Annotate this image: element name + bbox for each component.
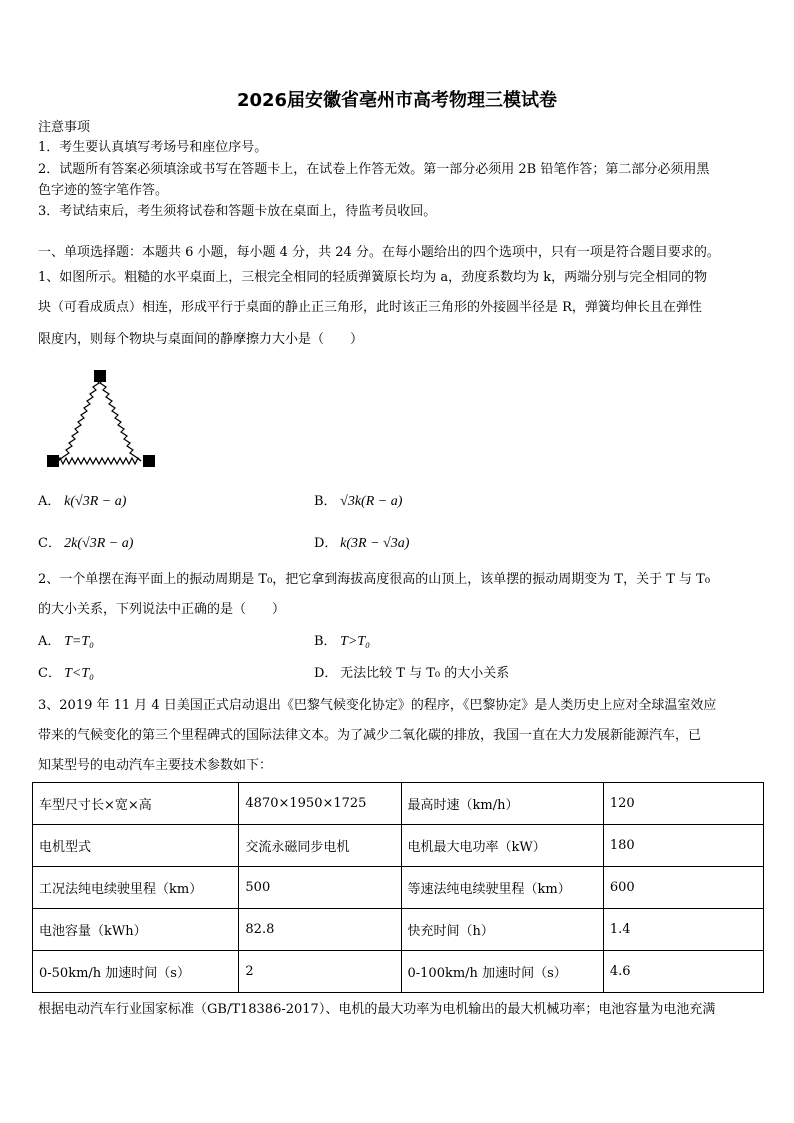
question-3-line: 3、2019 年 11 月 4 日美国正式启动退出《巴黎气候变化协定》的程序，《巴黎协定》是人类历史上应对全球温室效应	[38, 698, 717, 713]
option-label: C．	[38, 536, 61, 551]
table-cell: 最高时速（km/h）	[401, 783, 603, 825]
table-cell: 工况法纯电续驶里程（km）	[33, 867, 239, 909]
option-text: T=T₀	[64, 634, 95, 649]
notice-item: 色字迹的签字笔作答。	[38, 183, 169, 198]
option-text: T<T₀	[64, 666, 95, 681]
page-title: 2026届安徽省亳州市高考物理三模试卷	[236, 90, 558, 111]
block-right	[143, 455, 155, 467]
table-cell: 500	[239, 867, 401, 909]
table-row	[33, 951, 764, 993]
option-label: D．	[314, 666, 338, 681]
question-3-line: 知某型号的电动汽车主要技术参数如下：	[38, 758, 273, 773]
table-cell: 0-50km/h 加速时间（s）	[33, 951, 239, 993]
notice-heading: 注意事项	[38, 120, 91, 135]
block-left	[47, 455, 59, 467]
q1-option-d	[314, 534, 409, 554]
q1-option-b	[314, 492, 402, 512]
table-cell: 180	[603, 825, 763, 867]
notice-item: 1．考生要认真填写考场号和座位序号。	[38, 140, 268, 155]
spring-left	[58, 378, 99, 461]
option-label: D．	[314, 536, 338, 551]
question-1-line: 限度内，则每个物块与桌面间的静摩擦力大小是（ ）	[38, 332, 364, 347]
table-cell: 4.6	[603, 951, 763, 993]
table-cell: 600	[603, 867, 763, 909]
table-cell: 0-100km/h 加速时间（s）	[401, 951, 603, 993]
table-cell: 82.8	[239, 909, 401, 951]
table-cell: 2	[239, 951, 401, 993]
table-cell: 交流永磁同步电机	[239, 825, 401, 867]
table-row	[33, 783, 764, 825]
q2-option-a	[38, 632, 94, 652]
spring-bottom	[58, 458, 141, 464]
table-cell: 120	[603, 783, 763, 825]
q2-option-b	[314, 632, 370, 652]
table-cell: 1.4	[603, 909, 763, 951]
option-label: B．	[314, 634, 337, 649]
question-1-line: 1、如图所示。粗糙的水平桌面上，三根完全相同的轻质弹簧原长均为 a，劲度系数均为 k，两端分别与完全相同的物	[38, 270, 708, 285]
q1-option-c	[38, 534, 133, 554]
table-row	[33, 825, 764, 867]
option-formula: 2k(√3R − a)	[64, 536, 134, 551]
table-cell: 电池容量（kWh）	[33, 909, 239, 951]
q2-option-c	[38, 664, 94, 684]
option-label: C．	[38, 666, 61, 681]
spring-triangle-figure	[44, 366, 160, 470]
q1-option-a	[38, 492, 126, 512]
option-formula: k(3R − √3a)	[340, 536, 410, 551]
table-row	[33, 867, 764, 909]
question-3-line: 带来的气候变化的第三个里程碑式的国际法律文本。为了减少二氧化碳的排放，我国一直在大力发展新能源汽车，已	[38, 728, 702, 743]
spring-right	[100, 378, 141, 461]
table-row	[33, 909, 764, 951]
option-label: B．	[314, 494, 337, 509]
block-top	[94, 370, 106, 382]
table-cell: 快充时间（h）	[401, 909, 603, 951]
table-cell: 电机最大电功率（kW）	[401, 825, 603, 867]
question-3-continuation: 根据电动汽车行业国家标准（GB/T18386-2017）、电机的最大功率为电机输出的最大机械功率；电池容量为电池充满	[38, 1002, 716, 1017]
question-1-line: 块（可看成质点）相连，形成平行于桌面的静止正三角形，此时该正三角形的外接圆半径是 R，弹簧均伸长且在弹性	[38, 300, 702, 315]
table-cell: 等速法纯电续驶里程（km）	[401, 867, 603, 909]
question-2-line: 2、一个单摆在海平面上的振动周期是 T₀，把它拿到海拔高度很高的山顶上，该单摆的振动周期变为 T，关于 T 与 T₀	[38, 572, 711, 587]
table-cell: 4870×1950×1725	[239, 783, 401, 825]
option-formula: k(√3R − a)	[64, 494, 127, 509]
ev-spec-table	[32, 782, 764, 993]
section-header: 一、单项选择题：本题共 6 小题，每小题 4 分，共 24 分。在每小题给出的四个选项中，只有一项是符合题目要求的。	[38, 245, 720, 260]
table-cell: 车型尺寸长×宽×高	[33, 783, 239, 825]
q2-option-d	[314, 664, 509, 684]
notice-item: 3．考试结束后，考生须将试卷和答题卡放在桌面上，待监考员收回。	[38, 204, 437, 219]
option-text: 无法比较 T 与 T₀ 的大小关系	[340, 666, 510, 681]
question-2-line: 的大小关系，下列说法中正确的是（ ）	[38, 602, 286, 617]
option-text: T>T₀	[340, 634, 371, 649]
option-label: A．	[38, 634, 61, 649]
table-cell: 电机型式	[33, 825, 239, 867]
notice-item: 2．试题所有答案必须填涂或书写在答题卡上，在试卷上作答无效。第一部分必须用 2B 铅笔作答；第二部分必须用黑	[38, 162, 710, 177]
option-label: A．	[38, 494, 61, 509]
option-formula: √3k(R − a)	[340, 494, 403, 509]
